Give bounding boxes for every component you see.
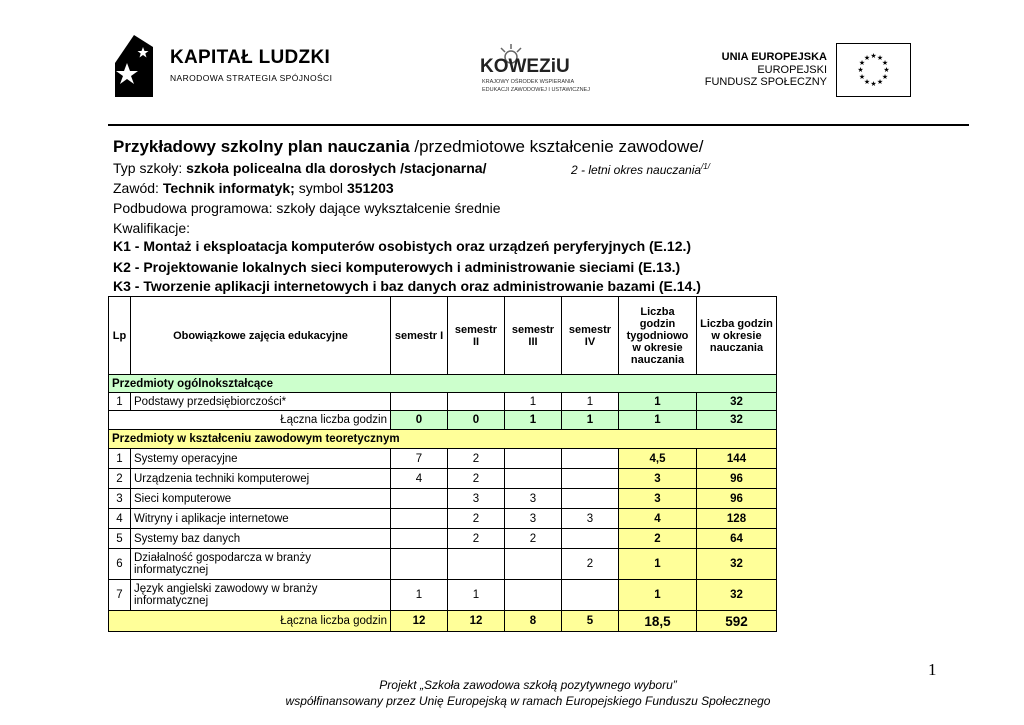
cell-subject: Działalność gospodarcza w branży informatycznej: [131, 549, 391, 580]
kapital-ludzki-subtitle: NARODOWA STRATEGIA SPÓJNOŚCI: [170, 73, 333, 83]
svg-text:★: ★: [881, 59, 889, 67]
symbol-label: symbol: [294, 180, 347, 196]
table-row: [109, 469, 777, 489]
page-title-bold: Przykładowy szkolny plan nauczania: [113, 137, 410, 156]
teaching-period-text: 2 - letni okres nauczania: [571, 163, 702, 177]
teaching-period-footnote: /1/: [701, 162, 710, 171]
header-semester-3: semestr III: [505, 297, 562, 375]
kowezu-logo: [476, 44, 596, 100]
sum-s1: 0: [391, 411, 448, 430]
school-type-value: szkoła policealna dla dorosłych /stacjonarna/: [186, 160, 487, 176]
cell-s2: [448, 549, 505, 580]
header-lp: Lp: [109, 297, 131, 375]
svg-text:★: ★: [876, 54, 884, 62]
cell-s2: 1: [448, 580, 505, 611]
cell-s3: [505, 580, 562, 611]
svg-text:★: ★: [870, 80, 877, 88]
sum-row-general: [109, 411, 777, 430]
cell-s3: [505, 449, 562, 469]
kapital-ludzki-emblem-icon: [113, 33, 155, 99]
section-general-row: [109, 375, 777, 393]
header-semester-2: semestr II: [448, 297, 505, 375]
cell-lp: 2: [109, 469, 131, 489]
profession-value: Technik informatyk;: [162, 180, 295, 196]
cell-s3: [505, 549, 562, 580]
cell-weekly: 2: [619, 529, 697, 549]
header-subject: Obowiązkowe zajęcia edukacyjne: [131, 297, 391, 375]
cell-total: 144: [697, 449, 777, 469]
program-basis: Podbudowa programowa: szkoły dające wykształcenie średnie: [113, 200, 501, 216]
cell-total: 32: [697, 549, 777, 580]
svg-text:★: ★: [863, 78, 871, 86]
table-row: [109, 509, 777, 529]
cell-s3: [505, 469, 562, 489]
page-number: 1: [928, 660, 937, 679]
svg-text:★: ★: [863, 54, 871, 62]
kowezu-subtitle-2: EDUKACJI ZAWODOWEJ I USTAWICZNEJ: [482, 87, 590, 93]
sum-s2: 12: [448, 611, 505, 632]
qualification-k2: K2 - Projektowanie lokalnych sieci komputerowych i administrowanie sieciami (E.13.): [113, 259, 681, 275]
cell-lp: 1: [109, 393, 131, 411]
header-divider: [108, 124, 969, 126]
svg-text:★: ★: [857, 66, 864, 74]
cell-s4: 1: [562, 393, 619, 411]
cell-s4: [562, 489, 619, 509]
cell-weekly: 4: [619, 509, 697, 529]
cell-lp: 5: [109, 529, 131, 549]
cell-s4: [562, 469, 619, 489]
sum-total: 592: [697, 611, 777, 632]
school-type-label: Typ szkoły:: [113, 160, 187, 176]
sum-weekly: 18,5: [619, 611, 697, 632]
svg-text:★: ★: [881, 73, 889, 81]
cell-lp: 1: [109, 449, 131, 469]
sum-row-vocational: [109, 611, 777, 632]
table-row: [109, 580, 777, 611]
table-row: [109, 393, 777, 411]
cell-s1: 7: [391, 449, 448, 469]
cell-s1: 1: [391, 580, 448, 611]
cell-s4: [562, 449, 619, 469]
cell-s2: 2: [448, 529, 505, 549]
cell-lp: 4: [109, 509, 131, 529]
header-weekly-hours: Liczba godzin tygodniowo w okresie nauczania: [619, 297, 697, 375]
section-general-label: Przedmioty ogólnokształcące: [109, 375, 777, 393]
eu-line-1: UNIA EUROPEJSKA: [721, 51, 827, 63]
sum-s1: 12: [391, 611, 448, 632]
sum-total: 32: [697, 411, 777, 430]
qualifications-label: Kwalifikacje:: [113, 220, 191, 236]
sum-s3: 1: [505, 411, 562, 430]
cell-s2: 2: [448, 469, 505, 489]
cell-subject: Witryny i aplikacje internetowe: [131, 509, 391, 529]
sum-s4: 5: [562, 611, 619, 632]
svg-text:★: ★: [870, 52, 877, 60]
svg-text:★: ★: [858, 73, 866, 81]
cell-weekly: 4,5: [619, 449, 697, 469]
cell-total: 32: [697, 580, 777, 611]
sum-s3: 8: [505, 611, 562, 632]
qualification-k1: K1 - Montaż i eksploatacja komputerów osobistych oraz urządzeń peryferyjnych (E.12.): [113, 238, 692, 254]
cell-total: 96: [697, 469, 777, 489]
kapital-ludzki-title: KAPITAŁ LUDZKI: [170, 47, 331, 68]
table-row: [109, 449, 777, 469]
cell-s1: 4: [391, 469, 448, 489]
section-vocational-row: [109, 430, 777, 449]
cell-weekly: 1: [619, 393, 697, 411]
cell-s3: 2: [505, 529, 562, 549]
cell-s3: 3: [505, 489, 562, 509]
cell-weekly: 1: [619, 580, 697, 611]
symbol-value: 351203: [346, 180, 394, 196]
cell-s1: [391, 393, 448, 411]
cell-subject: Sieci komputerowe: [131, 489, 391, 509]
svg-text:★: ★: [883, 66, 890, 74]
cell-s1: [391, 529, 448, 549]
eu-flag-icon: [836, 43, 911, 97]
cell-total: 32: [697, 393, 777, 411]
table-row: [109, 529, 777, 549]
cell-s1: [391, 509, 448, 529]
cell-s1: [391, 489, 448, 509]
svg-text:★: ★: [876, 78, 884, 86]
cell-s3: 1: [505, 393, 562, 411]
cell-lp: 6: [109, 549, 131, 580]
kapital-ludzki-logo: [113, 33, 333, 99]
school-type: [113, 160, 486, 176]
sum-s2: 0: [448, 411, 505, 430]
cell-subject: Język angielski zawodowy w branży informatycznej: [131, 580, 391, 611]
cell-s4: [562, 529, 619, 549]
cell-subject: Podstawy przedsiębiorczości*: [131, 393, 391, 411]
kowezu-subtitle-1: KRAJOWY OŚRODEK WSPIERANIA: [482, 79, 575, 85]
cell-total: 64: [697, 529, 777, 549]
cell-s2: [448, 393, 505, 411]
footer-project: Projekt „Szkoła zawodowa szkołą pozytywnego wyboru”: [379, 678, 677, 692]
table-row: [109, 489, 777, 509]
sum-s4: 1: [562, 411, 619, 430]
cell-weekly: 1: [619, 549, 697, 580]
table-row: [109, 549, 777, 580]
page-title-rest: /przedmiotowe kształcenie zawodowe/: [409, 137, 704, 156]
profession-label: Zawód:: [113, 180, 163, 196]
cell-subject: Systemy operacyjne: [131, 449, 391, 469]
cell-s2: 3: [448, 489, 505, 509]
cell-s3: 3: [505, 509, 562, 529]
footer-funding: współfinansowany przez Unię Europejską w ramach Europejskiego Funduszu Społecznego: [285, 694, 771, 708]
profession: [113, 180, 394, 196]
cell-s4: 3: [562, 509, 619, 529]
cell-weekly: 3: [619, 469, 697, 489]
cell-subject: Urządzenia techniki komputerowej: [131, 469, 391, 489]
teaching-period: [571, 162, 710, 177]
table-header-row: [109, 297, 777, 375]
sum-label: Łączna liczba godzin: [109, 411, 391, 430]
sum-weekly: 1: [619, 411, 697, 430]
page-title: [113, 137, 704, 157]
teaching-plan-table: [108, 296, 777, 632]
eu-line-3: FUNDUSZ SPOŁECZNY: [704, 76, 827, 88]
cell-total: 96: [697, 489, 777, 509]
kowezu-title: KOWEZiU: [480, 56, 570, 77]
qualification-k3: K3 - Tworzenie aplikacji internetowych i baz danych oraz administrowanie bazami (E.14.): [113, 278, 701, 294]
cell-weekly: 3: [619, 489, 697, 509]
cell-s1: [391, 549, 448, 580]
cell-total: 128: [697, 509, 777, 529]
cell-s4: 2: [562, 549, 619, 580]
eu-logo: [700, 43, 912, 97]
sum-label: Łączna liczba godzin: [109, 611, 391, 632]
eu-line-2: EUROPEJSKI: [757, 64, 827, 76]
header-total-hours: Liczba godzin w okresie nauczania: [697, 297, 777, 375]
cell-s4: [562, 580, 619, 611]
cell-subject: Systemy baz danych: [131, 529, 391, 549]
cell-lp: 3: [109, 489, 131, 509]
cell-lp: 7: [109, 580, 131, 611]
header-semester-1: semestr I: [391, 297, 448, 375]
header-semester-4: semestr IV: [562, 297, 619, 375]
svg-text:★: ★: [858, 59, 866, 67]
cell-s2: 2: [448, 509, 505, 529]
cell-s2: 2: [448, 449, 505, 469]
section-vocational-label: Przedmioty w kształceniu zawodowym teoretycznym: [109, 430, 777, 449]
